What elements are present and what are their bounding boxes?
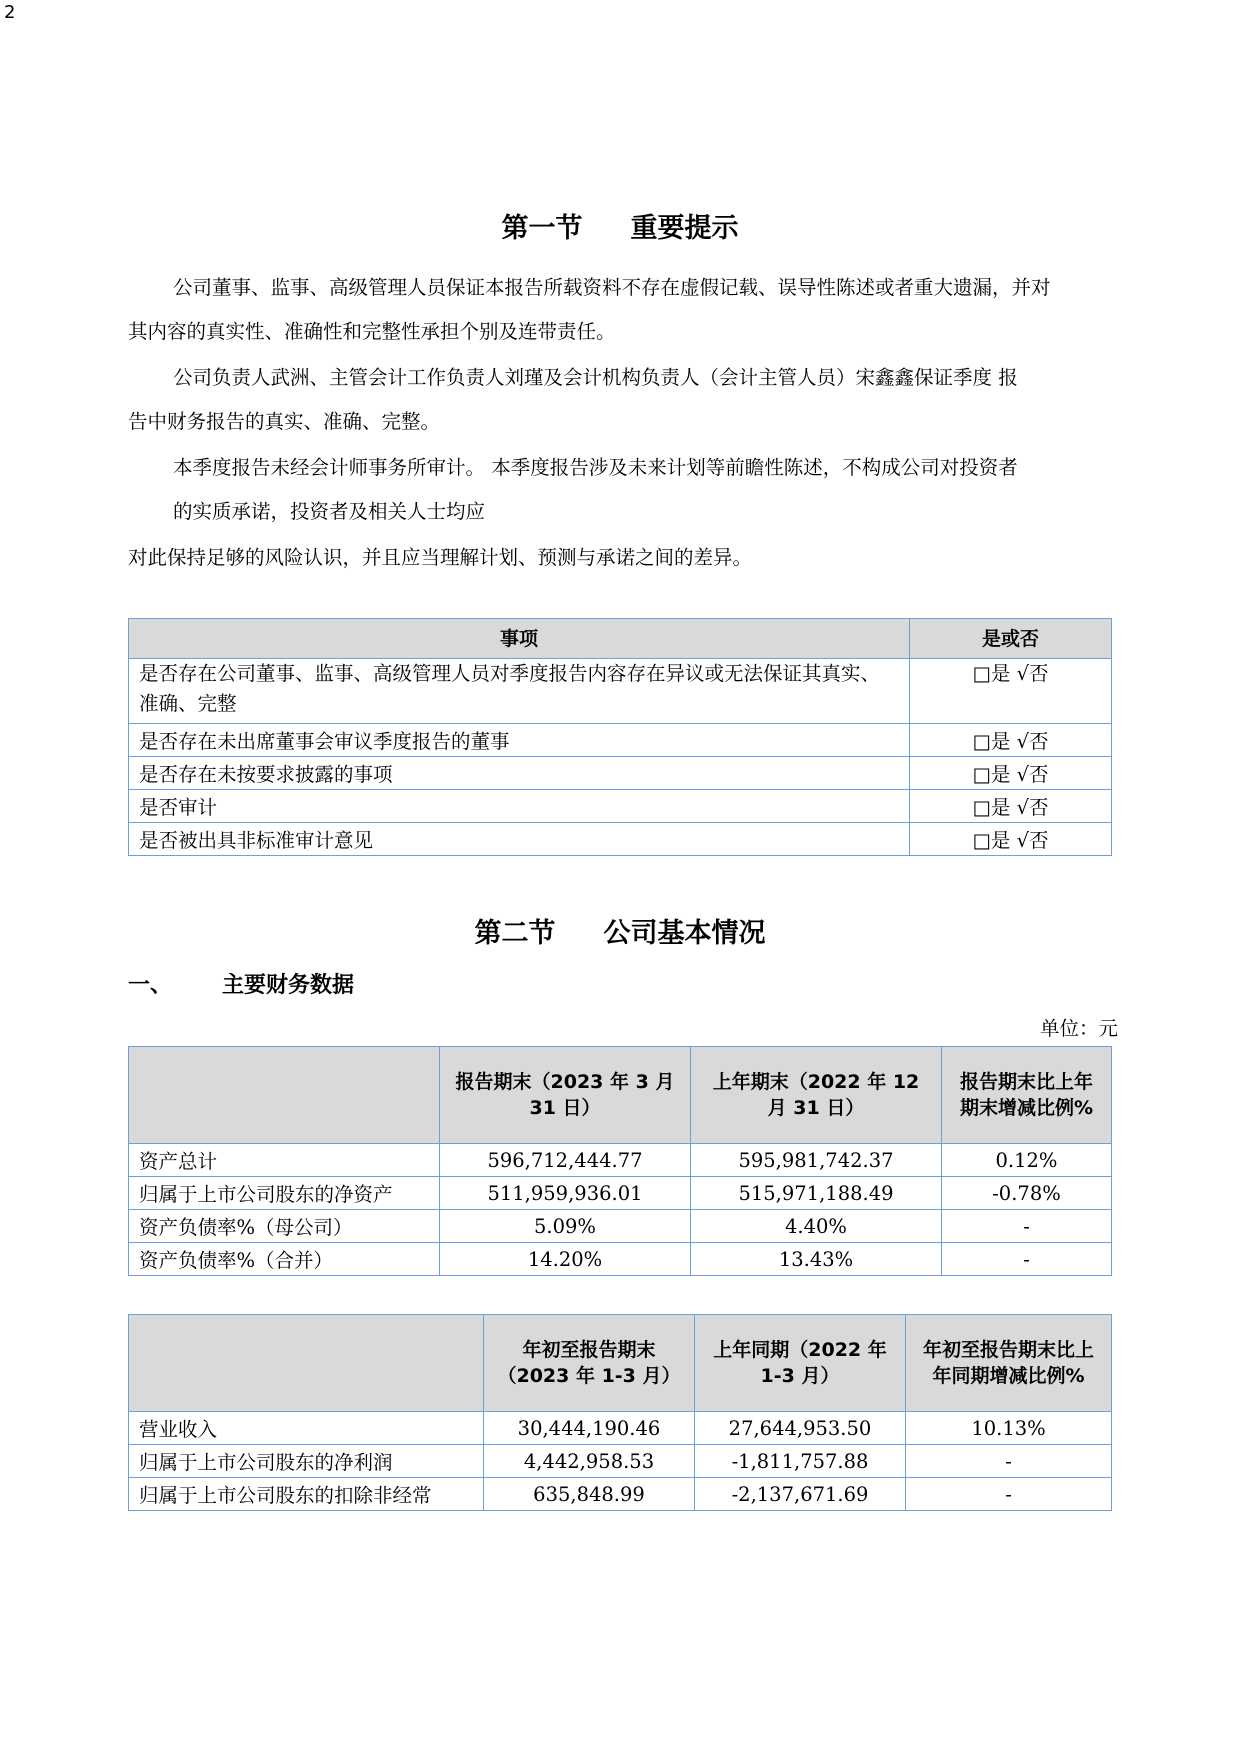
value-cell: 515,971,188.49 [691,1177,942,1210]
value-cell: 635,848.99 [484,1478,695,1511]
answer-cell: □是 √否 [910,757,1112,790]
table-row [129,757,1112,790]
value-cell: 0.12% [942,1144,1112,1177]
row-label: 归属于上市公司股东的净利润 [129,1445,484,1478]
balance-table [128,1046,1112,1276]
item-cell: 是否存在未出席董事会审议季度报告的董事 [129,724,910,757]
table-row [129,1243,1112,1276]
value-cell: -2,137,671.69 [695,1478,906,1511]
balance-table-header [129,1047,1112,1144]
item-cell: 是否审计 [129,790,910,823]
income-table-header [129,1315,1112,1412]
value-cell: - [906,1445,1112,1478]
subsection-heading: 一、 主要财务数据 [128,973,355,998]
header-item: 事项 [129,619,910,659]
header-yes-no: 是或否 [910,619,1112,659]
section-two-title: 第二节 公司基本情况 [474,918,766,949]
table-row [129,1210,1112,1243]
unit-label: 单位：元 [1039,1017,1118,1040]
income-table [128,1314,1112,1511]
value-cell: 13.43% [691,1243,942,1276]
item-cell: 是否被出具非标准审计意见 [129,823,910,856]
answer-cell: □是 √否 [910,790,1112,823]
value-cell: 30,444,190.46 [484,1412,695,1445]
value-cell: 596,712,444.77 [440,1144,691,1177]
paragraph-1-line-2: 其内容的真实性、准确性和完整性承担个别及连带责任。 [128,320,616,343]
table-row [129,659,1112,724]
value-cell: -0.78% [942,1177,1112,1210]
row-label: 营业收入 [129,1412,484,1445]
header-blank [129,1315,484,1412]
item-cell: 是否存在未按要求披露的事项 [129,757,910,790]
paragraph-3-line-3: 对此保持足够的风险认识，并且应当理解计划、预测与承诺之间的差异。 [128,546,753,569]
answer-cell: □是 √否 [910,823,1112,856]
row-label: 资产总计 [129,1144,440,1177]
value-cell: 27,644,953.50 [695,1412,906,1445]
row-label: 资产负债率%（合并） [129,1243,440,1276]
answer-cell: □是 √否 [910,659,1112,724]
items-table [128,618,1112,856]
header-ytd: 年初至报告期末（2023 年 1-3 月） [484,1315,695,1412]
table-row [129,1412,1112,1445]
table-row [129,724,1112,757]
header-change-pct: 年初至报告期末比上年同期增减比例% [906,1315,1112,1412]
page-number: 2 [4,2,16,23]
table-row [129,823,1112,856]
value-cell: - [942,1243,1112,1276]
header-period-end: 报告期末（2023 年 3 月 31 日） [440,1047,691,1144]
table-row [129,1478,1112,1511]
paragraph-3-line-2: 的实质承诺，投资者及相关人士均应 [173,500,486,523]
value-cell: 511,959,936.01 [440,1177,691,1210]
table-row [129,1177,1112,1210]
paragraph-3-line-1: 本季度报告未经会计师事务所审计。 本季度报告涉及未来计划等前瞻性陈述，不构成公司对投资者 [173,456,1018,479]
row-label: 归属于上市公司股东的扣除非经常 [129,1478,484,1511]
row-label: 资产负债率%（母公司） [129,1210,440,1243]
paragraph-2-line-2: 告中财务报告的真实、准确、完整。 [128,410,441,433]
value-cell: 10.13% [906,1412,1112,1445]
items-table-header [129,619,1112,659]
table-row [129,1144,1112,1177]
value-cell: 5.09% [440,1210,691,1243]
table-row [129,1445,1112,1478]
table-row [129,790,1112,823]
value-cell: 4,442,958.53 [484,1445,695,1478]
header-prior-period: 上年同期（2022 年 1-3 月） [695,1315,906,1412]
header-change-pct: 报告期末比上年期末增减比例% [942,1047,1112,1144]
paragraph-1-line-1: 公司董事、监事、高级管理人员保证本报告所载资料不存在虚假记载、误导性陈述或者重大遗漏，并对 [173,276,1051,299]
row-label: 归属于上市公司股东的净资产 [129,1177,440,1210]
value-cell: - [942,1210,1112,1243]
header-prior-year-end: 上年期末（2022 年 12 月 31 日） [691,1047,942,1144]
value-cell: 14.20% [440,1243,691,1276]
value-cell: 595,981,742.37 [691,1144,942,1177]
answer-cell: □是 √否 [910,724,1112,757]
value-cell: 4.40% [691,1210,942,1243]
item-cell: 是否存在公司董事、监事、高级管理人员对季度报告内容存在异议或无法保证其真实、准确、完整 [129,659,910,724]
section-one-title: 第一节 重要提示 [501,213,739,244]
value-cell: -1,811,757.88 [695,1445,906,1478]
header-blank [129,1047,440,1144]
value-cell: - [906,1478,1112,1511]
paragraph-2-line-1: 公司负责人武洲、主管会计工作负责人刘瑾及会计机构负责人（会计主管人员）宋鑫鑫保证季度 报 [173,366,1018,389]
